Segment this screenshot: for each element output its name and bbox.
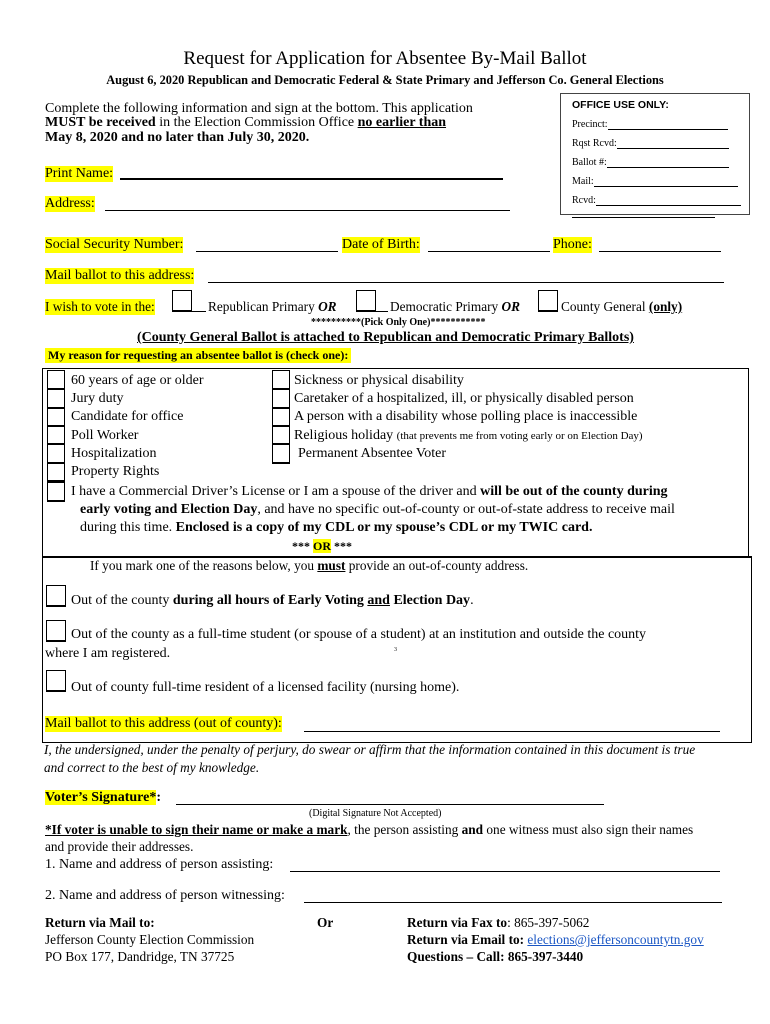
mail-ballot-label: Mail ballot to this address: <box>45 268 195 283</box>
reason-checkbox-permanent[interactable] <box>272 444 290 464</box>
intro-line-2: MUST be received in the Election Commission Office no earlier than <box>45 115 447 130</box>
dob-label: Date of Birth: <box>342 237 420 252</box>
reason-religious: Religious holiday (that prevents me from voting early or on Election Day) <box>294 428 643 443</box>
page-subtitle: August 6, 2020 Republican and Democratic Federal & State Primary and Jefferson Co. General Elections <box>106 73 664 87</box>
reason-sickness: Sickness or physical disability <box>294 373 464 388</box>
county-general-label: County General (only) <box>561 299 683 314</box>
democratic-checkbox[interactable] <box>356 290 376 312</box>
assist-line-2: and provide their addresses. <box>45 839 194 854</box>
return-mail-line-2: PO Box 177, Dandridge, TN 37725 <box>45 949 235 964</box>
reason-checkbox-cdl[interactable] <box>47 482 65 502</box>
ooc-checkbox-early-voting[interactable] <box>46 585 66 607</box>
republican-label: Republican Primary OR <box>208 299 337 314</box>
questions-line: Questions – Call: 865-397-3440 <box>407 949 584 964</box>
assisting-label: 1. Name and address of person assisting: <box>45 857 274 872</box>
dob-field[interactable] <box>428 251 550 252</box>
assisting-field[interactable] <box>290 871 720 872</box>
signature-field[interactable] <box>176 804 604 805</box>
cdl-line-3: during this time. Enclosed is a copy of my CDL or my spouse’s CDL or my TWIC card. <box>80 520 593 535</box>
ooc-facility: Out of county full-time resident of a licensed facility (nursing home). <box>71 680 460 695</box>
must-received-text: MUST be received <box>45 115 156 130</box>
cdl-line-2: early voting and Election Day, and have no specific out-of-county or out-of-state address to receive mail <box>80 502 675 517</box>
reason-checkbox-candidate[interactable] <box>47 407 65 427</box>
footer-or: Or <box>317 915 334 930</box>
cdl-line-1: I have a Commercial Driver’s License or I am a spouse of the driver and will be out of the county during <box>71 484 668 499</box>
ooc-student-line-2: where I am registered. <box>45 646 171 661</box>
reason-checkbox-property[interactable] <box>47 462 65 482</box>
reason-checkbox-disability[interactable] <box>272 407 290 427</box>
return-fax: Return via Fax to: 865-397-5062 <box>407 915 590 930</box>
office-ballot: Ballot #: <box>572 157 729 168</box>
ssn-field[interactable] <box>196 251 338 252</box>
office-precinct: Precinct: <box>572 119 728 130</box>
reason-age: 60 years of age or older <box>71 373 204 388</box>
out-of-county-note: If you mark one of the reasons below, you must provide an out-of-county address. <box>90 558 529 573</box>
print-name-label: Print Name: <box>45 166 114 181</box>
assist-line-1: *If voter is unable to sign their name or make a mark, the person assisting and one witness must also sign their names <box>45 822 694 837</box>
reason-checkbox-hospitalization[interactable] <box>47 444 65 464</box>
office-rqst-rcvd: Rqst Rcvd: <box>572 138 729 149</box>
return-mail-line-1: Jefferson County Election Commission <box>45 932 255 947</box>
affirm-line-2: and correct to the best of my knowledge. <box>44 760 260 775</box>
reason-checkbox-sickness[interactable] <box>272 370 290 390</box>
ooc-early-voting: Out of the county during all hours of Early Voting and Election Day. <box>71 593 474 608</box>
reason-caretaker: Caretaker of a hospitalized, ill, or physically disabled person <box>294 391 634 406</box>
or-divider: *** OR *** <box>292 539 352 553</box>
reason-checkbox-age[interactable] <box>47 370 65 390</box>
mail-out-of-county-label: Mail ballot to this address (out of county): <box>45 716 282 731</box>
reason-checkbox-religious[interactable] <box>272 425 290 445</box>
office-use-box <box>560 93 750 215</box>
intro-line-1: Complete the following information and sign at the bottom. This application <box>45 101 473 116</box>
email-link[interactable]: elections@jeffersoncountytn.gov <box>527 932 704 947</box>
ooc-checkbox-facility[interactable] <box>46 670 66 692</box>
ooc-student-line-1: Out of the county as a full-time student (or spouse of a student) at an institution and outside the county <box>71 627 647 642</box>
democratic-label: Democratic Primary OR <box>390 299 520 314</box>
address-field[interactable] <box>105 210 510 211</box>
address-label: Address: <box>45 196 95 211</box>
mail-ballot-field[interactable] <box>208 282 724 283</box>
pick-one-note: **********(Pick Only One)*********** <box>311 317 486 328</box>
return-email: Return via Email to: elections@jeffersoncountytn.gov <box>407 932 704 947</box>
reason-checkbox-caretaker[interactable] <box>272 389 290 409</box>
vote-in-label: I wish to vote in the: <box>45 299 155 314</box>
reason-checkbox-poll-worker[interactable] <box>47 425 65 445</box>
office-rcvd: Rcvd: <box>572 195 741 206</box>
tiny-mark: 3 <box>394 647 397 653</box>
republican-checkbox[interactable] <box>172 290 192 312</box>
witnessing-label: 2. Name and address of person witnessing: <box>45 888 285 903</box>
phone-field[interactable] <box>599 251 721 252</box>
reason-hospitalization: Hospitalization <box>71 446 157 461</box>
office-use-title: OFFICE USE ONLY: <box>572 99 669 111</box>
reason-property: Property Rights <box>71 464 160 479</box>
intro-line-3: May 8, 2020 and no later than July 30, 2020. <box>45 130 310 145</box>
ooc-checkbox-student[interactable] <box>46 620 66 642</box>
page-title: Request for Application for Absentee By-Mail Ballot <box>183 48 587 69</box>
reason-disability: A person with a disability whose polling place is inaccessible <box>294 409 638 424</box>
affirm-line-1: I, the undersigned, under the penalty of perjury, do swear or affirm that the information contained in this document is true <box>44 742 696 757</box>
reason-heading: My reason for requesting an absentee ballot is (check one): <box>45 348 351 363</box>
reason-permanent: Permanent Absentee Voter <box>298 446 447 461</box>
phone-label: Phone: <box>553 237 592 252</box>
county-general-note: (County General Ballot is attached to Republican and Democratic Primary Ballots) <box>137 330 634 345</box>
return-mail-heading: Return via Mail to: <box>45 915 155 930</box>
print-name-field[interactable] <box>120 178 503 180</box>
reason-candidate: Candidate for office <box>71 409 184 424</box>
signature-label: Voter’s Signature*: <box>45 790 162 805</box>
ssn-label: Social Security Number: <box>45 237 184 252</box>
signature-note: (Digital Signature Not Accepted) <box>309 808 442 819</box>
reason-jury: Jury duty <box>71 391 124 406</box>
county-general-checkbox[interactable] <box>538 290 558 312</box>
witnessing-field[interactable] <box>304 902 722 903</box>
mail-out-of-county-field[interactable] <box>304 731 720 732</box>
reason-poll-worker: Poll Worker <box>71 428 139 443</box>
reason-checkbox-jury[interactable] <box>47 389 65 409</box>
office-mail: Mail: <box>572 176 738 187</box>
